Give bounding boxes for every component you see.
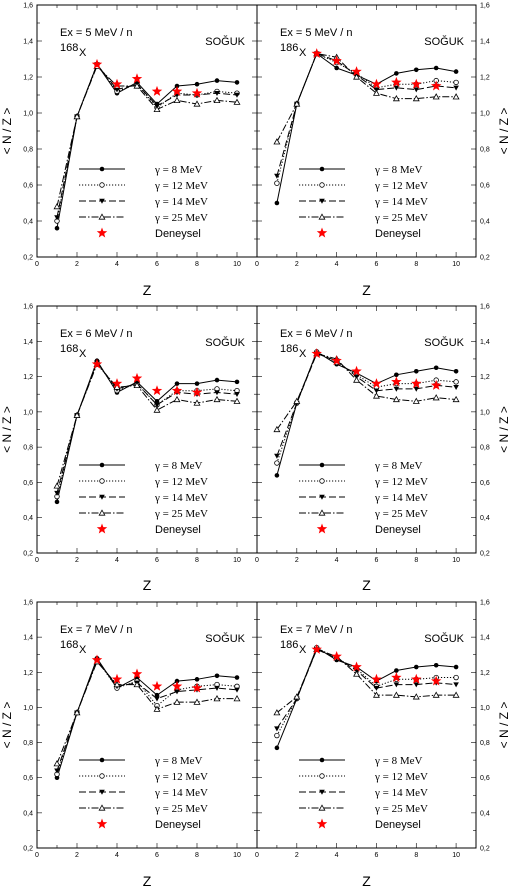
y-tick-label: 1,0 xyxy=(23,409,33,417)
y-tick-label: 1,2 xyxy=(23,374,33,382)
series-line-3 xyxy=(57,64,237,217)
y-tick-label: 1,4 xyxy=(23,338,33,346)
legend-marker xyxy=(100,463,105,468)
legend-marker xyxy=(319,805,325,810)
series-line-1 xyxy=(57,361,237,502)
series-line-2 xyxy=(57,64,237,221)
legend-label: γ = 25 MeV xyxy=(155,212,208,224)
x-tick-label: 0 xyxy=(35,557,39,564)
x-axis-title: Z xyxy=(362,282,371,298)
data-point xyxy=(55,226,60,231)
y-tick-label: 1,0 xyxy=(480,409,490,417)
legend-marker xyxy=(320,183,325,188)
series-line-1 xyxy=(277,352,456,476)
y-tick-label: 0,2 xyxy=(23,254,33,262)
x-tick-label: 0 xyxy=(35,261,39,268)
energy-label: Ex = 7 MeV / n xyxy=(60,624,133,636)
legend-label: γ = 14 MeV xyxy=(375,787,428,799)
x-axis-title: Z xyxy=(142,577,152,593)
data-point xyxy=(275,201,280,206)
data-point xyxy=(275,473,280,478)
nucleus-symbol: X xyxy=(299,644,307,656)
cold-tag: SOĞUK xyxy=(205,633,245,645)
nucleus-mass: 168 xyxy=(60,639,79,651)
legend-label: Deneysel xyxy=(375,524,421,536)
nucleus-symbol: X xyxy=(79,348,87,360)
cold-tag: SOĞUK xyxy=(424,633,464,645)
legend-label: Deneysel xyxy=(375,819,421,831)
y-tick-label: 0,2 xyxy=(23,550,33,558)
x-tick-label: 8 xyxy=(195,557,199,564)
y-tick-label: 0,6 xyxy=(23,182,33,190)
data-point xyxy=(413,387,419,392)
legend-label: γ = 25 MeV xyxy=(375,508,428,520)
data-point xyxy=(234,696,240,701)
x-tick-label: 6 xyxy=(155,557,159,564)
legend-label: γ = 8 MeV xyxy=(375,460,423,472)
nucleus-symbol: X xyxy=(79,47,87,59)
data-point xyxy=(413,87,419,92)
y-tick-label: 0,4 xyxy=(23,218,33,226)
x-tick-label: 10 xyxy=(452,852,460,859)
experimental-star xyxy=(431,81,441,91)
series-line-1 xyxy=(57,64,237,228)
legend-label: γ = 12 MeV xyxy=(375,180,428,192)
nucleus-symbol: X xyxy=(299,348,307,360)
legend-label: γ = 14 MeV xyxy=(155,492,208,504)
y-tick-label: 1,4 xyxy=(480,38,490,46)
series-line-4 xyxy=(277,354,456,430)
x-tick-label: 0 xyxy=(255,557,259,564)
y-tick-label: 1,2 xyxy=(23,74,33,82)
x-axis-title: Z xyxy=(362,577,371,593)
data-point xyxy=(454,380,459,385)
data-point xyxy=(275,461,280,466)
y-tick-label: 1,2 xyxy=(480,74,490,82)
y-tick-label: 0,8 xyxy=(23,146,33,154)
data-point xyxy=(195,82,200,87)
y-axis-title: < N / Z > xyxy=(497,406,511,453)
y-tick-label: 1,6 xyxy=(23,599,33,607)
y-tick-label: 0,6 xyxy=(480,775,490,783)
y-axis-title: < N / Z > xyxy=(0,406,14,453)
x-tick-label: 2 xyxy=(294,852,299,859)
legend xyxy=(299,755,428,831)
x-tick-label: 8 xyxy=(414,557,419,564)
y-tick-label: 1,4 xyxy=(480,338,490,346)
series-line-1 xyxy=(277,648,456,748)
legend-marker xyxy=(320,758,325,763)
experimental-star xyxy=(152,385,162,395)
legend-marker xyxy=(320,774,325,779)
y-tick-label: 1,6 xyxy=(23,2,33,10)
data-point xyxy=(354,377,360,382)
legend-marker xyxy=(100,479,105,484)
y-tick-label: 0,8 xyxy=(23,740,33,748)
legend-marker xyxy=(100,758,105,763)
legend-label: γ = 12 MeV xyxy=(375,476,428,488)
legend-label: γ = 8 MeV xyxy=(375,755,423,767)
data-point xyxy=(414,369,419,374)
panel-3 xyxy=(0,304,257,594)
data-point xyxy=(434,66,439,71)
panel-5 xyxy=(0,600,257,890)
data-point xyxy=(235,80,240,85)
data-point xyxy=(274,726,280,731)
x-tick-label: 8 xyxy=(414,261,419,268)
experimental-star xyxy=(411,674,421,684)
legend-label: γ = 12 MeV xyxy=(375,771,428,783)
legend-label: Deneysel xyxy=(155,524,201,536)
legend-star xyxy=(317,819,327,829)
nucleus-symbol: X xyxy=(299,47,307,59)
legend-label: Deneysel xyxy=(155,819,201,831)
panel-1 xyxy=(0,3,257,299)
data-point xyxy=(414,68,419,73)
y-axis-title: < N / Z > xyxy=(0,107,14,155)
energy-label: Ex = 6 MeV / n xyxy=(60,328,133,340)
x-tick-label: 8 xyxy=(195,261,199,268)
y-tick-label: 0,6 xyxy=(480,479,490,487)
y-tick-label: 1,6 xyxy=(480,303,490,311)
y-tick-label: 1,2 xyxy=(23,669,33,677)
x-tick-label: 8 xyxy=(195,852,199,859)
y-tick-label: 0,2 xyxy=(23,845,33,853)
data-point xyxy=(454,369,459,374)
nucleus-mass: 186 xyxy=(280,639,299,651)
x-tick-label: 0 xyxy=(255,261,259,268)
legend-label: γ = 25 MeV xyxy=(155,803,208,815)
y-tick-label: 0,6 xyxy=(23,775,33,783)
x-tick-label: 4 xyxy=(115,261,119,268)
panel-6 xyxy=(255,600,511,890)
panel-2 xyxy=(255,3,511,299)
experimental-star xyxy=(431,380,441,390)
data-point xyxy=(374,393,380,398)
y-tick-label: 0,2 xyxy=(480,550,490,558)
data-point xyxy=(154,407,160,412)
data-point xyxy=(275,733,280,738)
legend-label: γ = 8 MeV xyxy=(155,460,203,472)
data-point xyxy=(274,139,280,144)
y-tick-label: 0,2 xyxy=(480,254,490,262)
legend-marker xyxy=(319,510,325,515)
nucleus-mass: 168 xyxy=(60,343,79,355)
x-tick-label: 2 xyxy=(75,261,79,268)
legend-label: γ = 14 MeV xyxy=(155,196,208,208)
legend-marker xyxy=(99,510,105,515)
y-tick-label: 1,4 xyxy=(480,634,490,642)
data-point xyxy=(55,500,60,505)
x-tick-label: 0 xyxy=(255,852,259,859)
legend-marker xyxy=(100,774,105,779)
data-point xyxy=(174,397,180,402)
energy-label: Ex = 7 MeV / n xyxy=(280,624,353,636)
data-point xyxy=(174,98,180,103)
legend-label: γ = 12 MeV xyxy=(155,771,208,783)
y-tick-label: 0,6 xyxy=(23,479,33,487)
x-tick-label: 2 xyxy=(294,557,299,564)
y-tick-label: 1,6 xyxy=(480,2,490,10)
data-point xyxy=(215,674,220,679)
data-point xyxy=(235,675,240,680)
x-tick-label: 4 xyxy=(334,557,339,564)
data-point xyxy=(414,665,419,670)
cold-tag: SOĞUK xyxy=(424,337,464,349)
legend-label: γ = 14 MeV xyxy=(375,196,428,208)
data-point xyxy=(453,385,459,390)
legend-label: γ = 25 MeV xyxy=(155,508,208,520)
legend-label: γ = 14 MeV xyxy=(155,787,208,799)
data-point xyxy=(394,71,399,76)
y-tick-label: 1,0 xyxy=(480,110,490,118)
nucleus-mass: 168 xyxy=(60,42,79,54)
series-line-2 xyxy=(277,54,456,184)
x-tick-label: 2 xyxy=(75,852,79,859)
data-point xyxy=(453,682,459,687)
data-point xyxy=(215,78,220,83)
y-tick-label: 1,0 xyxy=(480,704,490,712)
legend-marker xyxy=(320,479,325,484)
y-tick-label: 0,4 xyxy=(23,810,33,818)
y-tick-label: 1,0 xyxy=(23,110,33,118)
legend-star xyxy=(317,228,327,238)
legend-star xyxy=(97,524,107,534)
experimental-star xyxy=(312,348,322,358)
x-tick-label: 2 xyxy=(75,557,79,564)
experimental-star xyxy=(411,79,421,89)
nucleus-symbol: X xyxy=(79,644,87,656)
energy-label: Ex = 5 MeV / n xyxy=(280,27,353,39)
legend xyxy=(79,460,208,536)
x-tick-label: 4 xyxy=(115,557,119,564)
data-point xyxy=(454,69,459,74)
experimental-star xyxy=(312,644,322,654)
y-tick-label: 1,6 xyxy=(23,303,33,311)
series-line-4 xyxy=(57,66,237,206)
series-line-4 xyxy=(277,649,456,712)
legend-label: γ = 12 MeV xyxy=(155,476,208,488)
data-point xyxy=(235,380,240,385)
legend-marker xyxy=(100,167,105,172)
series-line-2 xyxy=(57,362,237,496)
legend-marker xyxy=(100,183,105,188)
legend-marker xyxy=(319,214,325,219)
legend-label: γ = 25 MeV xyxy=(375,803,428,815)
data-point xyxy=(374,686,380,691)
data-point xyxy=(54,483,60,488)
legend xyxy=(299,460,428,536)
legend-label: γ = 8 MeV xyxy=(375,164,423,176)
series-line-4 xyxy=(57,364,237,486)
x-tick-label: 4 xyxy=(115,852,119,859)
x-tick-label: 10 xyxy=(452,261,460,268)
x-tick-label: 6 xyxy=(374,261,379,268)
x-tick-label: 6 xyxy=(155,261,159,268)
x-tick-label: 10 xyxy=(452,557,460,564)
y-tick-label: 0,8 xyxy=(480,740,490,748)
data-point xyxy=(54,761,60,766)
legend-label: γ = 8 MeV xyxy=(155,164,203,176)
data-point xyxy=(334,66,339,71)
x-tick-label: 6 xyxy=(374,852,379,859)
energy-label: Ex = 5 MeV / n xyxy=(60,27,133,39)
legend-marker xyxy=(320,167,325,172)
cold-tag: SOĞUK xyxy=(205,337,245,349)
y-tick-label: 0,8 xyxy=(480,444,490,452)
data-point xyxy=(275,746,280,751)
data-point xyxy=(434,365,439,370)
y-axis-title: < N / Z > xyxy=(497,107,511,155)
legend-label: Deneysel xyxy=(375,228,421,240)
series-line-4 xyxy=(277,54,456,142)
legend xyxy=(299,164,428,240)
experimental-star xyxy=(152,86,162,96)
legend-star xyxy=(97,819,107,829)
data-point xyxy=(195,677,200,682)
series-line-1 xyxy=(277,54,456,203)
data-point xyxy=(215,378,220,383)
panel-4 xyxy=(255,304,511,594)
x-tick-label: 4 xyxy=(334,261,339,268)
y-tick-label: 1,6 xyxy=(480,599,490,607)
x-tick-label: 6 xyxy=(155,852,159,859)
legend-label: Deneysel xyxy=(155,228,201,240)
y-tick-label: 1,4 xyxy=(23,38,33,46)
x-axis-title: Z xyxy=(362,873,371,889)
legend-label: γ = 12 MeV xyxy=(155,180,208,192)
y-tick-label: 0,4 xyxy=(480,810,490,818)
series-line-3 xyxy=(277,54,456,176)
cold-tag: SOĞUK xyxy=(424,36,464,48)
legend-star xyxy=(317,524,327,534)
experimental-star xyxy=(411,378,421,388)
legend xyxy=(79,164,208,240)
data-point xyxy=(433,395,439,400)
data-point xyxy=(275,181,280,186)
x-tick-label: 10 xyxy=(233,852,241,859)
x-tick-label: 4 xyxy=(334,852,339,859)
x-axis-title: Z xyxy=(142,282,152,298)
y-axis-title: < N / Z > xyxy=(497,701,511,749)
data-point xyxy=(454,675,459,680)
y-tick-label: 0,2 xyxy=(480,845,490,853)
y-tick-label: 1,4 xyxy=(23,634,33,642)
cold-tag: SOĞUK xyxy=(205,36,245,48)
data-point xyxy=(454,665,459,670)
legend-label: γ = 25 MeV xyxy=(375,212,428,224)
y-tick-label: 0,4 xyxy=(23,515,33,523)
x-axis-title: Z xyxy=(142,873,152,889)
x-tick-label: 0 xyxy=(35,852,39,859)
y-tick-label: 1,2 xyxy=(480,669,490,677)
y-tick-label: 1,2 xyxy=(480,374,490,382)
experimental-star xyxy=(152,681,162,691)
data-point xyxy=(454,80,459,85)
x-tick-label: 8 xyxy=(414,852,419,859)
data-point xyxy=(154,696,160,701)
legend-label: γ = 14 MeV xyxy=(375,492,428,504)
data-point xyxy=(195,381,200,386)
legend-marker xyxy=(99,214,105,219)
y-tick-label: 0,8 xyxy=(480,146,490,154)
legend-label: γ = 8 MeV xyxy=(155,755,203,767)
x-tick-label: 2 xyxy=(294,261,299,268)
legend-marker xyxy=(320,463,325,468)
y-tick-label: 0,8 xyxy=(23,444,33,452)
nucleus-mass: 186 xyxy=(280,42,299,54)
data-point xyxy=(453,86,459,91)
y-tick-label: 0,4 xyxy=(480,515,490,523)
y-tick-label: 0,6 xyxy=(480,182,490,190)
legend xyxy=(79,755,208,831)
data-point xyxy=(453,94,459,99)
series-line-2 xyxy=(277,648,456,736)
y-tick-label: 1,0 xyxy=(23,704,33,712)
series-line-3 xyxy=(277,649,456,728)
y-tick-label: 0,4 xyxy=(480,218,490,226)
nucleus-mass: 186 xyxy=(280,343,299,355)
x-tick-label: 10 xyxy=(233,261,241,268)
x-tick-label: 6 xyxy=(374,557,379,564)
x-tick-label: 10 xyxy=(233,557,241,564)
series-line-3 xyxy=(57,362,237,493)
data-point xyxy=(434,663,439,668)
legend-star xyxy=(97,228,107,238)
energy-label: Ex = 6 MeV / n xyxy=(280,328,353,340)
y-axis-title: < N / Z > xyxy=(0,701,14,749)
legend-marker xyxy=(99,805,105,810)
